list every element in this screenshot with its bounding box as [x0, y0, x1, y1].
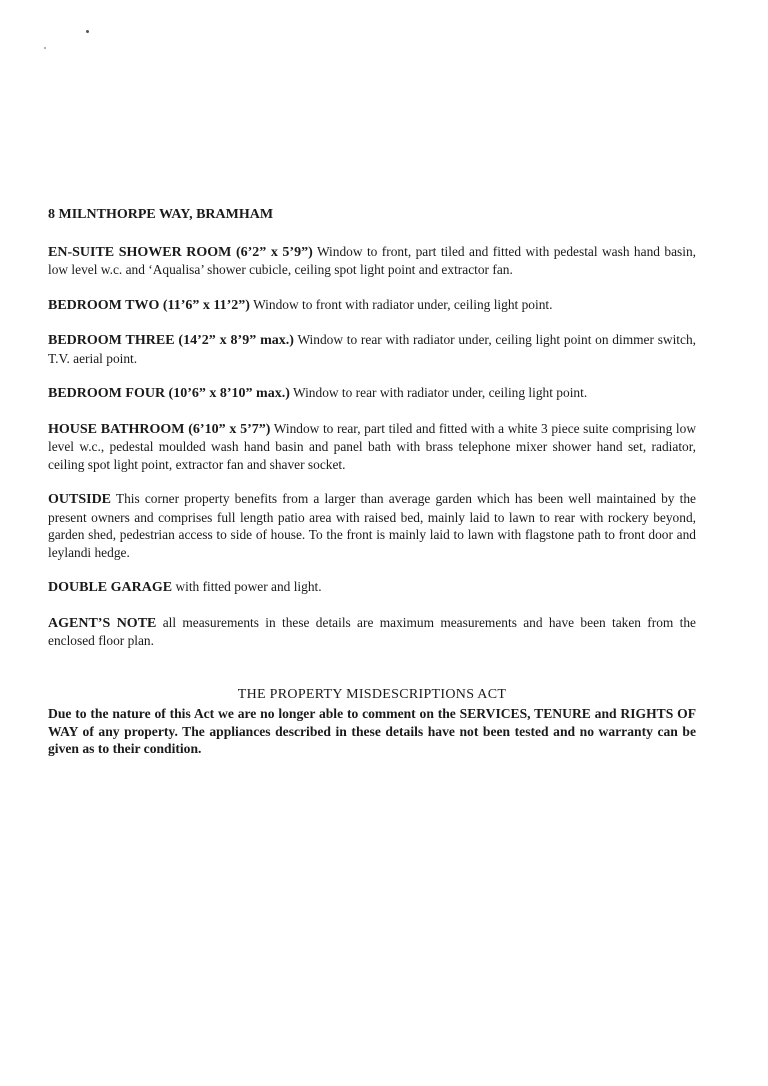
room-heading: BEDROOM TWO (11’6” x 11’2”)	[48, 297, 250, 313]
section-heading: OUTSIDE	[48, 492, 112, 507]
room-en-suite	[48, 243, 696, 279]
room-bedroom-four	[48, 384, 696, 403]
section-description: all measurements in these details are maximum measurements and have been taken from the enclosed floor plan.	[48, 614, 696, 648]
scan-speck	[86, 30, 89, 33]
room-description: Window to front, part tiled and fitted with pedestal wash hand basin, low level w.c. and ‘Aqualisa’ shower cubicle, ceiling spot light point and extractor fan.	[48, 243, 697, 277]
act-body: Due to the nature of this Act we are no longer able to comment on the SERVICES, TENURE and RIGHTS OF WAY of any property. The appliances described in these details have not been tested and no warranty can be given as to their condition.	[48, 706, 696, 756]
section-agents-note	[48, 614, 696, 650]
room-house-bathroom	[48, 420, 696, 474]
room-description: Window to rear with radiator under, ceiling light point on dimmer switch, T.V. aerial point.	[48, 332, 696, 366]
room-heading: EN-SUITE SHOWER ROOM (6’2” x 5’9”)	[48, 244, 313, 260]
scan-speck	[44, 47, 46, 49]
section-description: This corner property benefits from a larger than average garden which has been well maintained by the present owners and comprises full length patio area with raised bed, mainly laid to lawn to rear with rockery beyond, garden shed, pedestrian access to side of house. To the front is mainly laid to lawn with flagstone path to front door and leylandi hedge.	[48, 491, 696, 560]
room-description: Window to front with radiator under, ceiling light point.	[253, 296, 553, 312]
room-heading: BEDROOM THREE (14’2” x 8’9” max.)	[48, 333, 294, 348]
section-heading: AGENT’S NOTE	[48, 615, 157, 631]
section-double-garage	[48, 578, 696, 597]
section-heading: DOUBLE GARAGE	[48, 580, 173, 595]
section-outside	[48, 490, 696, 561]
room-heading: HOUSE BATHROOM (6’10” x 5’7”)	[48, 421, 271, 437]
misdescriptions-act-notice	[48, 686, 696, 758]
property-address: 8 MILNTHORPE WAY, BRAMHAM	[48, 207, 274, 222]
section-description: with fitted power and light.	[175, 579, 322, 594]
room-bedroom-three	[48, 331, 696, 367]
room-description: Window to rear with radiator under, ceiling light point.	[292, 385, 588, 400]
room-heading: BEDROOM FOUR (10’6” x 8’10” max.)	[48, 386, 290, 401]
property-details-page	[48, 206, 696, 758]
room-description: Window to rear, part tiled and fitted with a white 3 piece suite comprising low level w.c., pedestal moulded wash hand basin and panel bath with brass telephone mixer shower hand set, radiator, ceiling spot light point, extractor fan and shaver socket.	[48, 420, 696, 472]
act-title: THE PROPERTY MISDESCRIPTIONS ACT	[237, 686, 507, 702]
room-bedroom-two	[48, 296, 696, 315]
